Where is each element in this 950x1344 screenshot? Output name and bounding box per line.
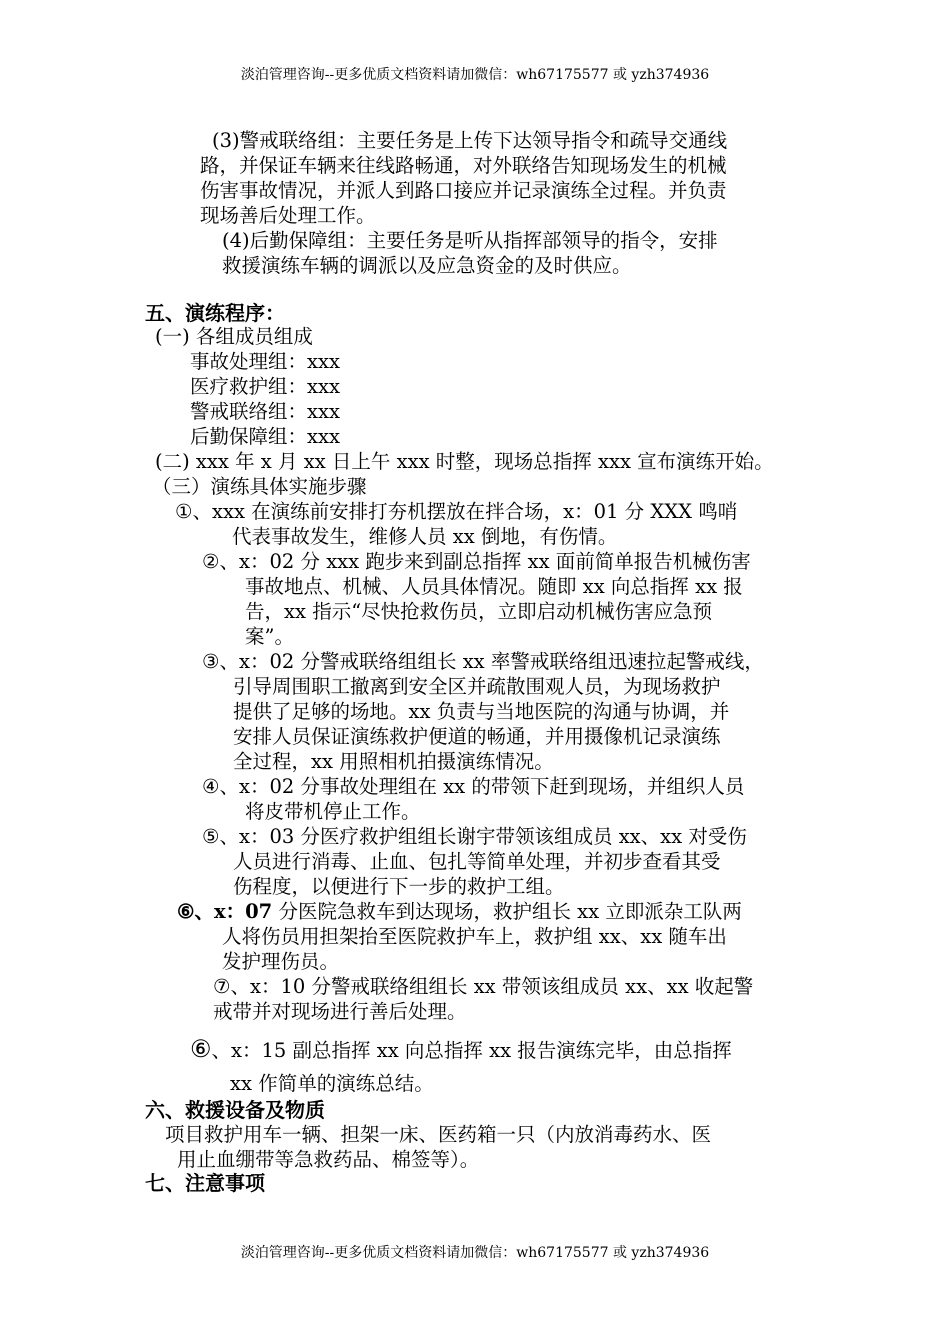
para3-line-4: 现场善后处理工作。 (200, 204, 376, 227)
step-3-line-5: 全过程，xx 用照相机拍摄演练情况。 (233, 750, 554, 773)
section-5-sub2: (二) xxx 年 x 月 xx 日上午 xxx 时整，现场总指挥 xxx 宣布演练开始。 (155, 450, 774, 473)
step-8-text: 、x：15 副总指挥 xx 向总指挥 xx 报告演练完毕，由总指挥 (211, 1039, 732, 1062)
para3-line-2: 路，并保证车辆来往线路畅通，对外联络告知现场发生的机械 (200, 154, 727, 177)
step-1-line-1: ①、xxx 在演练前安排打夯机摆放在拌合场，x：01 分 XXX 鸣哨 (175, 500, 738, 523)
step-8-marker: ⑥ (190, 1035, 212, 1063)
section-5-title: 五、演练程序： (145, 301, 285, 325)
step-6-text: 分医院急救车到达现场，救护组长 xx 立即派杂工队两 (278, 900, 742, 923)
step-4-line-1: ④、x：02 分事故处理组在 xx 的带领下赶到现场，并组织人员 (202, 775, 745, 798)
step-2-line-1: ②、x：02 分 xxx 跑步来到副总指挥 xx 面前简单报告机械伤害 (202, 550, 751, 573)
step-5-line-3: 伤程度，以便进行下一步的救护工组。 (233, 875, 565, 898)
para4-line-2: 救援演练车辆的调派以及应急资金的及时供应。 (222, 254, 632, 277)
para4-line-1: (4)后勤保障组：主要任务是听从指挥部领导的指令，安排 (222, 229, 718, 252)
step-2-line-3: 告，xx 指示“尽快抢救伤员，立即启动机械伤害应急预 (245, 600, 713, 623)
section-5-sub3: （三）演练具体实施步骤 (152, 475, 367, 498)
para3-line-3: 伤害事故情况，并派人到路口接应并记录演练全过程。并负责 (200, 179, 727, 202)
step-6-prefix: ⑥、x：07 (177, 900, 273, 923)
step-7-line-2: 戒带并对现场进行善后处理。 (213, 1000, 467, 1023)
step-2-line-4: 案”。 (245, 625, 294, 648)
section-6-line-2: 用止血绷带等急救药品、棉签等）。 (177, 1148, 480, 1171)
step-1-line-2: 代表事故发生，维修人员 xx 倒地，有伤情。 (232, 525, 618, 548)
page-footer: 淡泊管理咨询--更多优质文档资料请加微信：wh67175577 或 yzh374936 (240, 1245, 710, 1261)
step-6-line-3: 发护理伤员。 (222, 950, 340, 973)
step-3-line-1: ③、x：02 分警戒联络组组长 xx 率警戒联络组迅速拉起警戒线， (202, 650, 764, 673)
section-7-title: 七、注意事项 (145, 1171, 265, 1195)
step-7-line-1: ⑦、x：10 分警戒联络组组长 xx 带领该组成员 xx、xx 收起警 (213, 975, 754, 998)
member-accident: 事故处理组：xxx (190, 350, 340, 373)
section-6-line-1: 项目救护用车一辆、担架一床、医药箱一只（内放消毒药水、医 (165, 1123, 712, 1146)
step-3-line-3: 提供了足够的场地。xx 负责与当地医院的沟通与协调，并 (233, 700, 730, 723)
step-3-line-4: 安排人员保证演练救护便道的畅通，并用摄像机记录演练 (233, 725, 721, 748)
step-3-line-2: 引导周围职工撤离到安全区并疏散围观人员，为现场救护 (233, 675, 721, 698)
member-logistics: 后勤保障组：xxx (190, 425, 340, 448)
step-2-line-2: 事故地点、机械、人员具体情况。随即 xx 向总指挥 xx 报 (245, 575, 743, 598)
step-8-line-2: xx 作简单的演练总结。 (230, 1072, 434, 1095)
member-medical: 医疗救护组：xxx (190, 375, 340, 398)
para3-line-1: (3)警戒联络组：主要任务是上传下达领导指令和疏导交通线 (212, 129, 728, 152)
step-6-line-1 (177, 899, 742, 925)
step-6-line-2: 人将伤员用担架抬至医院救护车上，救护组 xx、xx 随车出 (222, 925, 727, 948)
step-8-line-1 (190, 1036, 732, 1064)
section-5-sub1: (一) 各组成员组成 (155, 325, 313, 348)
step-5-line-2: 人员进行消毒、止血、包扎等简单处理，并初步查看其受 (233, 850, 721, 873)
step-5-line-1: ⑤、x：03 分医疗救护组组长谢宇带领该组成员 xx、xx 对受伤 (202, 825, 747, 848)
member-security: 警戒联络组：xxx (190, 400, 340, 423)
step-4-line-2: 将皮带机停止工作。 (245, 800, 421, 823)
page-header: 淡泊管理咨询--更多优质文档资料请加微信：wh67175577 或 yzh374936 (240, 67, 710, 83)
section-6-title: 六、救援设备及物质 (145, 1098, 325, 1122)
